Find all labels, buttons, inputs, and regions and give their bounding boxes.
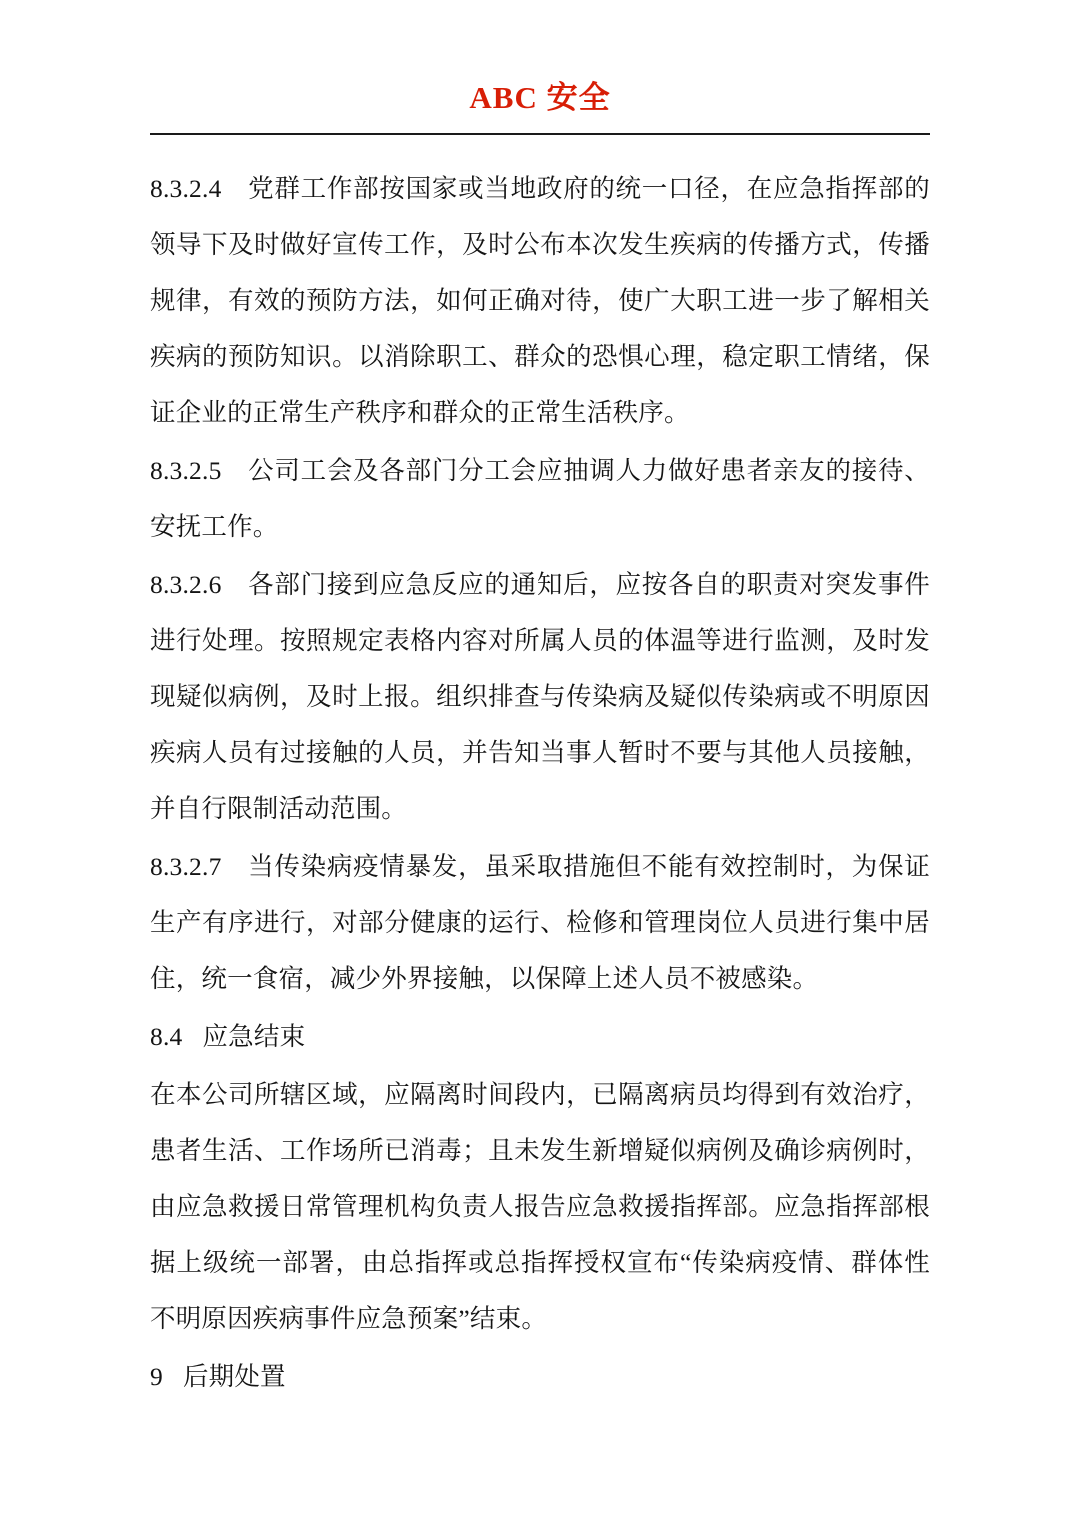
section-title: 后期处置 [182,1362,286,1391]
paragraph [150,557,930,837]
paragraph-text: 公司工会及各部门分工会应抽调人力做好患者亲友的接待、安抚工作。 [150,456,930,541]
paragraph [150,839,930,1007]
section-heading [150,1009,930,1065]
section-number: 8.4 [150,1022,183,1051]
paragraph-text: 各部门接到应急反应的通知后，应按各自的职责对突发事件进行处理。按照规定表格内容对所属人员的体温等进行监测，及时发现疑似病例，及时上报。组织排查与传染病及疑似传染病或不明原因疾病人员有过接触的人员，并告知当事人暂时不要与其他人员接触，并自行限制活动范围。 [150,570,930,823]
paragraph [150,161,930,441]
paragraph [150,1067,930,1347]
paragraph-text: 当传染病疫情暴发，虽采取措施但不能有效控制时，为保证生产有序进行，对部分健康的运行、检修和管理岗位人员进行集中居住，统一食宿，减少外界接触，以保障上述人员不被感染。 [150,852,930,993]
paragraph-number: 8.3.2.5 [150,456,222,485]
paragraph-number: 8.3.2.6 [150,570,222,599]
paragraph-text: 党群工作部按国家或当地政府的统一口径，在应急指挥部的领导下及时做好宣传工作，及时公布本次发生疾病的传播方式，传播规律，有效的预防方法，如何正确对待，使广大职工进一步了解相关疾病的预防知识。以消除职工、群众的恐惧心理，稳定职工情绪，保证企业的正常生产秩序和群众的正常生活秩序。 [150,174,930,427]
page-title: ABC 安全 [469,80,611,115]
section-title: 应急结束 [202,1022,306,1051]
paragraph-text: 在本公司所辖区域，应隔离时间段内，已隔离病员均得到有效治疗，患者生活、工作场所已消毒；且未发生新增疑似病例及确诊病例时，由应急救援日常管理机构负责人报告应急救援指挥部。应急指挥部根据上级统一部署，由总指挥或总指挥授权宣布“传染病疫情、群体性不明原因疾病事件应急预案”结束。 [150,1080,930,1333]
paragraph-number: 8.3.2.4 [150,174,222,203]
document-body [0,135,1080,1405]
paragraph-number: 8.3.2.7 [150,852,222,881]
paragraph [150,443,930,555]
section-number: 9 [150,1362,163,1391]
section-heading [150,1349,930,1405]
page-header [0,0,1080,123]
